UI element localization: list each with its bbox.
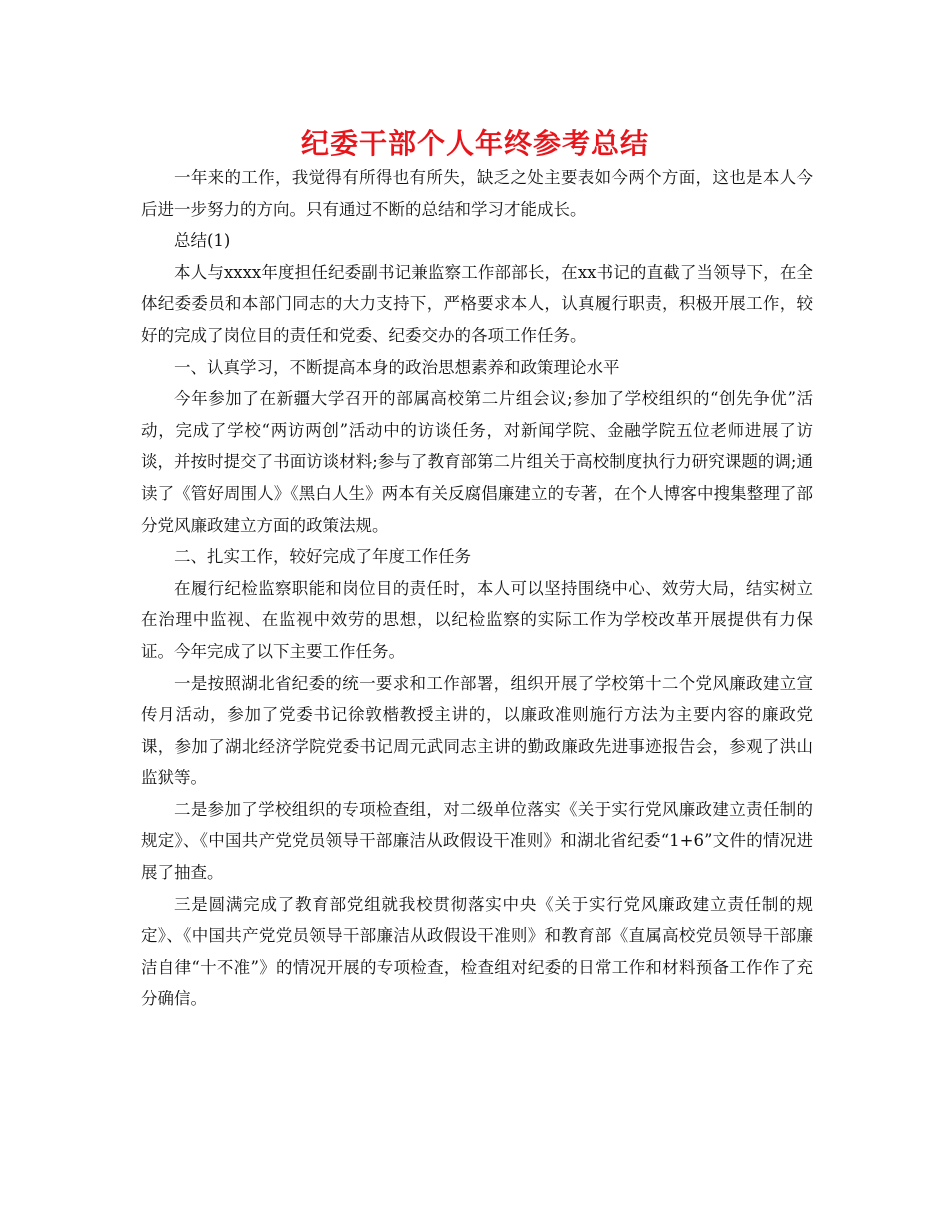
paragraph: 一是按照湖北省纪委的统一要求和工作部署，组织开展了学校第十二个党风廉政建立宣传月活动，参加了党委书记徐敦楷教授主讲的，以廉政准则施行方法为主要内容的廉政党课，参加了湖北经济学院党委书记周元武同志主讲的勤政廉政先进事迹报告会，参观了洪山监狱等。 [141,673,813,788]
paragraph: 一年来的工作，我觉得有所得也有所失，缺乏之处主要表如今两个方面，这也是本人今后进一步努力的方向。只有通过不断的总结和学习才能成长。 [141,168,813,219]
section-heading: 一、认真学习，不断提高本身的政治思想素养和政策理论水平 [174,357,620,377]
paragraph: 今年参加了在新疆大学召开的部属高校第二片组会议;参加了学校组织的“创先争优”活动，完成了学校“两访两创”活动中的访谈任务，对新闻学院、金融学院五位老师进展了访谈，并按时提交了书面访谈材料;参与了教育部第二片组关于高校制度执行力研究课题的调;通读了《管好周围人》《黑白人生》两本有关反腐倡廉建立的专著，在个人博客中搜集整理了部分党风廉政建立方面的政策法规。 [141,389,813,535]
document-title: 纪委干部个人年终参考总结 [300,127,649,160]
paragraph: 二是参加了学校组织的专项检查组，对二级单位落实《关于实行党风廉政建立责任制的规定》、《中国共产党党员领导干部廉洁从政假设干准则》和湖北省纪委“1+6”文件的情况进展了抽查。 [141,799,813,883]
section-heading: 二、扎实工作，较好完成了年度工作任务 [174,547,471,567]
paragraph: 三是圆满完成了教育部党组就我校贯彻落实中央《关于实行党风廉政建立责任制的规定》、《中国共产党党员领导干部廉洁从政假设干准则》和教育部《直属高校党员领导干部廉洁自律“十不准”》的情况开展的专项检查，检查组对纪委的日常工作和材料预备工作作了充分确信。 [141,894,813,1009]
paragraph: 在履行纪检监察职能和岗位目的责任时，本人可以坚持围绕中心、效劳大局，结实树立在治理中监视、在监视中效劳的思想，以纪检监察的实际工作为学校改革开展提供有力保证。今年完成了以下主要工作任务。 [141,578,813,661]
section-label: 总结(1) [174,231,231,251]
paragraph: 本人与xxxx年度担任纪委副书记兼监察工作部部长，在xx书记的直截了当领导下，在全体纪委委员和本部门同志的大力支持下，严格要求本人，认真履行职责，积极开展工作，较好的完成了岗位目的责任和党委、纪委交办的各项工作任务。 [141,262,813,345]
document-body [141,162,813,1015]
